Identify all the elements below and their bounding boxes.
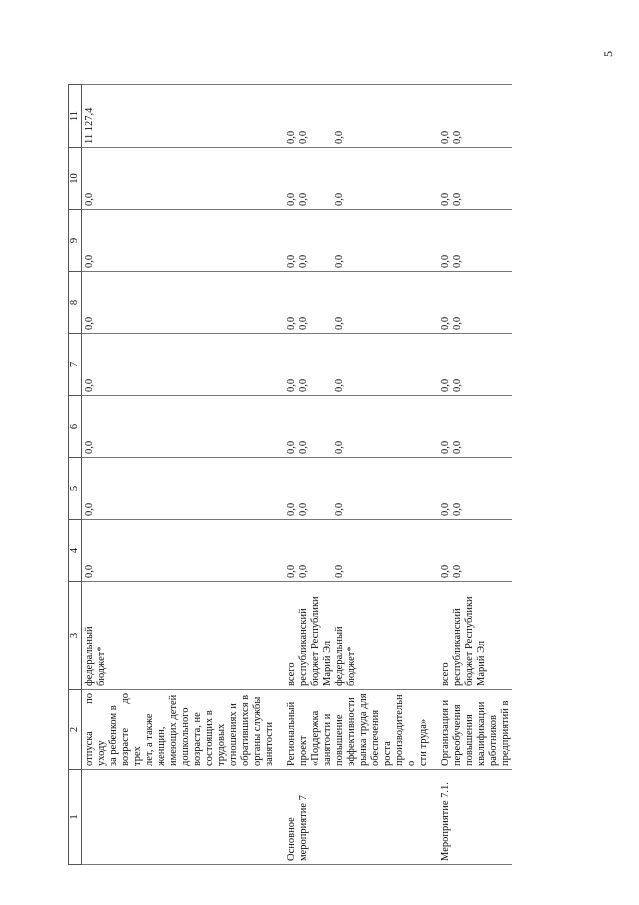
value-cell-col-4 [276, 520, 430, 582]
value-cell-col-9 [276, 210, 430, 272]
value: 0,0 [440, 316, 451, 330]
column-header-4: 4 [69, 520, 82, 582]
value: 0,0 [334, 378, 345, 392]
description-line: занятости и [322, 713, 333, 766]
value-cell-col-8 [82, 272, 277, 334]
description-line: органы службы [252, 696, 263, 766]
measure-name-cell: Мероприятие 7.1. [430, 770, 512, 865]
description-line: квалификации [476, 701, 487, 766]
value [346, 337, 358, 392]
value: 0,0 [452, 564, 463, 578]
value: 0,0 [298, 130, 309, 144]
value [310, 88, 322, 144]
column-header-11: 11 [69, 85, 82, 148]
measure-description-cell [430, 690, 512, 770]
measure-name-cell [82, 770, 277, 865]
description-line: Организация и [440, 699, 451, 766]
value: 0,0 [286, 440, 297, 454]
value [310, 151, 322, 206]
value [464, 523, 476, 578]
description-line: трудовых [216, 723, 227, 766]
funding-source-line: бюджет Республики [464, 596, 475, 686]
value: 0,0 [334, 502, 345, 516]
value [310, 523, 322, 578]
value: 0,0 [440, 130, 451, 144]
table-body [82, 85, 513, 865]
description-line: сти труда» [418, 718, 429, 766]
column-header-8: 8 [69, 272, 82, 334]
value-cell-col-5 [82, 458, 277, 520]
value-cell-col-11 [276, 85, 430, 148]
value [322, 213, 334, 268]
value: 0,0 [286, 316, 297, 330]
value: 0,0 [452, 254, 463, 268]
value [322, 151, 334, 206]
value [346, 523, 358, 578]
value-cell-col-10 [430, 148, 512, 210]
value: 0,0 [298, 378, 309, 392]
value: 0,0 [84, 440, 95, 454]
value-cell-col-5 [276, 458, 430, 520]
value: 0,0 [440, 440, 451, 454]
value [476, 151, 488, 206]
value [476, 523, 488, 578]
value: 0,0 [334, 192, 345, 206]
value-cell-col-7 [276, 334, 430, 396]
value: 0,0 [286, 192, 297, 206]
funding-source-line: Марий Эл [322, 640, 333, 686]
description-line: предприятий в [500, 700, 511, 766]
value: 0,0 [452, 316, 463, 330]
value [322, 461, 334, 516]
value [322, 275, 334, 330]
value [464, 88, 476, 144]
rotated-page-content [68, 85, 550, 865]
value [322, 523, 334, 578]
value: 0,0 [286, 254, 297, 268]
value: 0,0 [84, 564, 95, 578]
description-line: обеспечения [370, 709, 381, 766]
funding-source-line: федеральный [84, 626, 95, 686]
value-cell-col-9 [430, 210, 512, 272]
value [322, 337, 334, 392]
value: 0,0 [84, 378, 95, 392]
funding-source-line: бюджет Республики [310, 596, 321, 686]
value: 0,0 [298, 502, 309, 516]
value: 0,0 [334, 130, 345, 144]
value [346, 399, 358, 454]
value [310, 337, 322, 392]
column-header-6: 6 [69, 396, 82, 458]
value [346, 151, 358, 206]
funding-source-line: бюджет* [96, 646, 107, 686]
description-line: «Поддержка [310, 710, 321, 766]
value: 0,0 [334, 254, 345, 268]
value: 0,0 [334, 316, 345, 330]
column-header-9: 9 [69, 210, 82, 272]
value [464, 461, 476, 516]
description-line: дошкольного [180, 707, 191, 766]
value [310, 399, 322, 454]
value-cell-col-10 [82, 148, 277, 210]
value: 0,0 [298, 192, 309, 206]
description-line: повышение [334, 714, 345, 766]
page-number: 5 [601, 51, 615, 57]
value: 0,0 [440, 192, 451, 206]
value: 0,0 [440, 378, 451, 392]
value [346, 461, 358, 516]
value [310, 461, 322, 516]
description-line: Региональный [286, 701, 297, 766]
column-header-5: 5 [69, 458, 82, 520]
value: 0,0 [286, 378, 297, 392]
value: 0,0 [452, 378, 463, 392]
description-line: занятости [264, 721, 275, 766]
value [464, 275, 476, 330]
value [476, 213, 488, 268]
value [346, 213, 358, 268]
funding-source-line: бюджет* [346, 646, 357, 686]
value-cell-col-9 [82, 210, 277, 272]
value: 0,0 [286, 130, 297, 144]
value: 0,0 [298, 564, 309, 578]
value: 0,0 [334, 440, 345, 454]
value [464, 151, 476, 206]
value: 0,0 [440, 502, 451, 516]
value [476, 88, 488, 144]
value: 0,0 [452, 192, 463, 206]
value-cell-col-8 [276, 272, 430, 334]
measure-description-cell [82, 690, 277, 770]
column-header-3: 3 [69, 582, 82, 690]
description-line: отпуска по уходу [84, 693, 107, 766]
description-line: переобучения [452, 704, 463, 766]
value: 0,0 [452, 440, 463, 454]
table-row [276, 85, 430, 865]
value-cell-col-4 [82, 520, 277, 582]
value-cell-col-6 [276, 396, 430, 458]
value-cell-col-7 [82, 334, 277, 396]
value [476, 399, 488, 454]
funding-source-line: всего [440, 662, 451, 686]
description-line: возрасте до трех [120, 693, 143, 766]
description-line: рынка труда для [358, 693, 369, 766]
value-cell-col-4 [430, 520, 512, 582]
column-header-2: 2 [69, 690, 82, 770]
table-header [69, 85, 82, 865]
budget-table [68, 84, 512, 865]
funding-source-cell [276, 582, 430, 690]
description-line: возраста, не [192, 712, 203, 766]
value: 0,0 [334, 564, 345, 578]
value: 0,0 [298, 254, 309, 268]
value [346, 275, 358, 330]
value [464, 213, 476, 268]
funding-source-line: всего [286, 662, 297, 686]
funding-source-line: Марий Эл [476, 640, 487, 686]
description-line: женщин, [156, 726, 167, 766]
value-cell-col-11 [430, 85, 512, 148]
funding-source-cell [82, 582, 277, 690]
value [322, 88, 334, 144]
value: 0,0 [286, 502, 297, 516]
measure-name-cell: Основное мероприятие 7 [276, 770, 430, 865]
value: 0,0 [452, 502, 463, 516]
value-cell-col-11 [82, 85, 277, 148]
description-line: отношениях и [228, 703, 239, 766]
funding-source-line: федеральный [334, 626, 345, 686]
value: 0,0 [84, 254, 95, 268]
value: 0,0 [84, 316, 95, 330]
description-line: роста [382, 741, 393, 766]
value [346, 88, 358, 144]
value: 0,0 [84, 192, 95, 206]
description-line: обратившихся в [240, 694, 251, 766]
value: 0,0 [286, 564, 297, 578]
funding-source-cell [430, 582, 512, 690]
description-line: состоящих в [204, 710, 215, 766]
value [310, 275, 322, 330]
description-line: проект [298, 735, 309, 766]
column-header-7: 7 [69, 334, 82, 396]
value: 11 127,4 [84, 107, 95, 144]
value: 0,0 [452, 130, 463, 144]
value [476, 275, 488, 330]
funding-source-line: республиканский [452, 608, 463, 686]
column-header-1: 1 [69, 770, 82, 865]
table-row [82, 85, 277, 865]
value [476, 337, 488, 392]
value-cell-col-10 [276, 148, 430, 210]
value: 0,0 [84, 502, 95, 516]
description-line: повышения [464, 714, 475, 766]
value [310, 213, 322, 268]
value-cell-col-8 [430, 272, 512, 334]
funding-source-line: республиканский [298, 608, 309, 686]
value: 0,0 [298, 316, 309, 330]
value-cell-col-6 [430, 396, 512, 458]
value: 0,0 [440, 254, 451, 268]
column-number-row [69, 85, 82, 865]
description-line: эффективности [346, 697, 357, 766]
measure-description-cell [276, 690, 430, 770]
value [322, 399, 334, 454]
description-line: имеющих детей [168, 694, 179, 766]
value [476, 461, 488, 516]
description-line: производительно [394, 694, 417, 766]
value: 0,0 [298, 440, 309, 454]
description-line: за ребенком в [108, 705, 119, 766]
description-line: лет, а также [144, 713, 155, 766]
description-line: работников [488, 715, 499, 766]
value-cell-col-7 [430, 334, 512, 396]
value-cell-col-6 [82, 396, 277, 458]
column-header-10: 10 [69, 148, 82, 210]
value: 0,0 [440, 564, 451, 578]
value-cell-col-5 [430, 458, 512, 520]
value [464, 337, 476, 392]
value [464, 399, 476, 454]
table-row [430, 85, 512, 865]
